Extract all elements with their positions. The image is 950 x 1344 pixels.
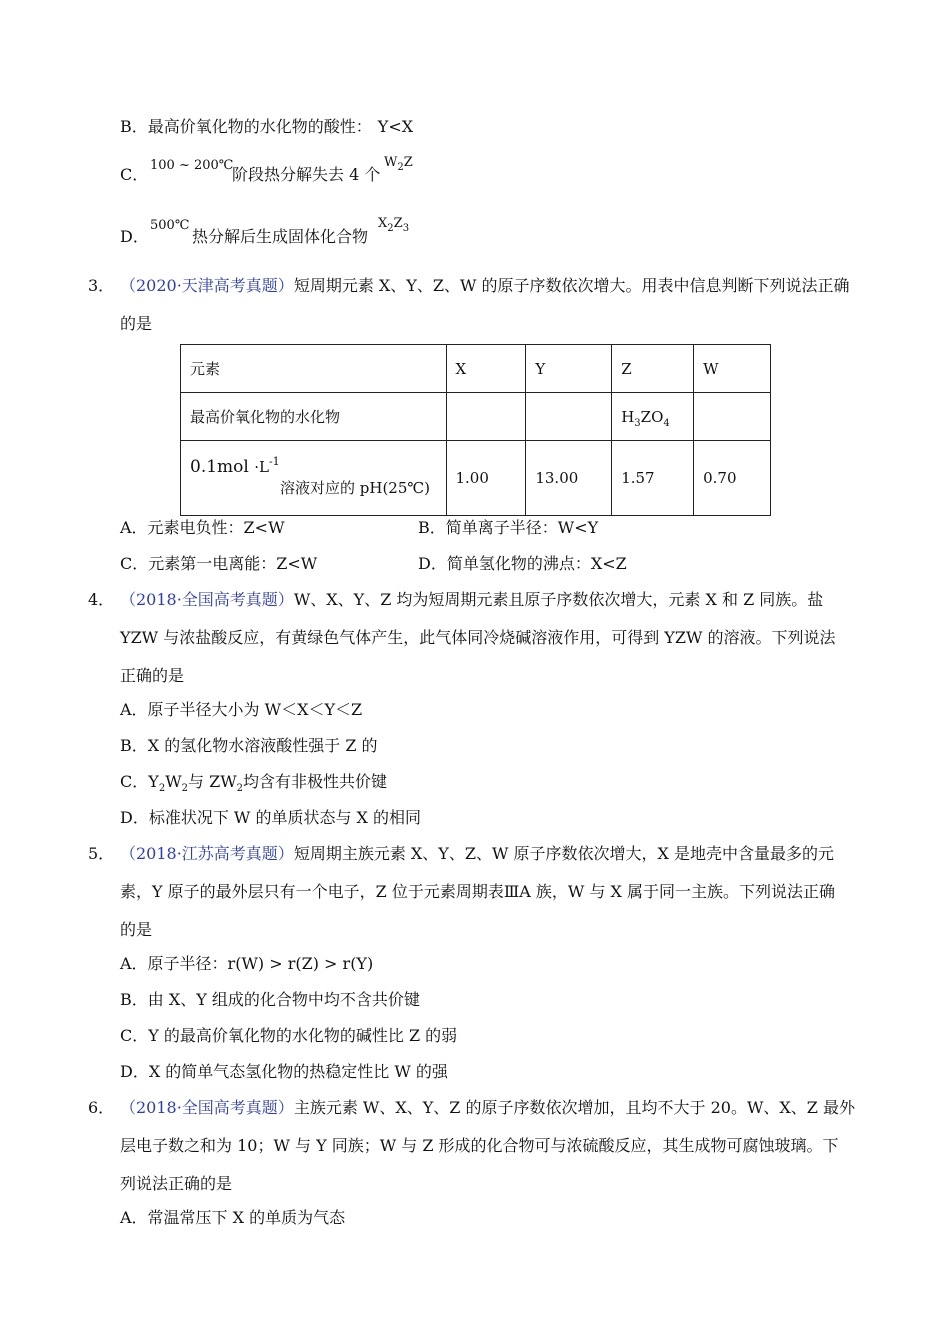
q6-stem-line2: 层电子数之和为 10；W 与 Y 同族；W 与 Z 形成的化合物可与浓硫酸反应，其生成物可腐蚀玻璃。下 xyxy=(120,1136,839,1155)
q6-source: （2018·全国高考真题） xyxy=(120,1098,294,1117)
q5-stem-line1: （2018·江苏高考真题）短周期主族元素 X、Y、Z、W 原子序数依次增大，X 是地壳中含量最多的元 xyxy=(120,844,834,863)
q2-option-d-temp: 500℃ xyxy=(150,218,190,233)
q5-option-d: D．X 的简单气态氢化物的热稳定性比 W 的强 xyxy=(120,1062,448,1081)
q5-stem-line2: 素，Y 原子的最外层只有一个电子，Z 位于元素周期表ⅢA 族，W 与 X 属于同一主族。下列说法正确 xyxy=(120,882,836,901)
table-cell xyxy=(694,393,771,441)
q5-source: （2018·江苏高考真题） xyxy=(120,844,294,863)
q4-option-d: D．标准状况下 W 的单质状态与 X 的相同 xyxy=(120,808,422,827)
table-header-cell: W xyxy=(694,345,771,393)
q3-option-b: B．简单离子半径：W<Y xyxy=(418,518,599,537)
q3-option-c: C．元素第一电离能：Z<W xyxy=(120,554,318,573)
table-row-label: $0.1mol \cdot L^{-1}$ 溶液对应的 pH(25℃) xyxy=(181,441,447,516)
table-header-cell: X xyxy=(446,345,526,393)
q3-stem-line1: （2020·天津高考真题）短周期元素 X、Y、Z、W 的原子序数依次增大。用表中信息判断下列说法正确 xyxy=(120,276,850,295)
q3-number: 3． xyxy=(88,276,115,295)
q2-option-b: B．最高价氧化物的水化物的酸性： Y<X xyxy=(120,117,414,136)
q2-option-c-text: 阶段热分解失去 4 个 xyxy=(232,165,381,184)
q6-stem-line1: （2018·全国高考真题）主族元素 W、X、Y、Z 的原子序数依次增加，且均不大于 20。W、X、Z 最外 xyxy=(120,1098,855,1117)
q6-option-a: A．常温常压下 X 的单质为气态 xyxy=(120,1208,346,1227)
q5-option-c: C．Y 的最高价氧化物的水化物的碱性比 Z 的弱 xyxy=(120,1026,458,1045)
q3-option-d: D．简单氢化物的沸点：X<Z xyxy=(418,554,627,573)
table-header-cell: Y xyxy=(526,345,612,393)
q2-option-c-formula: $W_2Z$ xyxy=(384,155,413,173)
q4-stem-line3: 正确的是 xyxy=(120,666,185,685)
q4-option-a: A．原子半径大小为 W＜X＜Y＜Z xyxy=(120,700,363,719)
q5-option-a: A．原子半径：r(W) > r(Z) > r(Y) xyxy=(120,954,374,973)
table-cell: 1.00 xyxy=(446,441,526,516)
table-cell: 1.57 xyxy=(612,441,694,516)
table-row-label: 最高价氧化物的水化物 xyxy=(181,393,447,441)
q2-option-c-temp: 100 ~ 200℃ xyxy=(150,158,234,173)
q3-stem-line2: 的是 xyxy=(120,314,153,333)
q4-option-c: C．$Y_2W_2$与 $ZW_2$均含有非极性共价键 xyxy=(120,772,388,794)
q4-source: （2018·全国高考真题） xyxy=(120,590,294,609)
element-data-table xyxy=(180,344,771,516)
q5-option-b: B．由 X、Y 组成的化合物中均不含共价键 xyxy=(120,990,420,1009)
q4-number: 4． xyxy=(88,590,115,609)
q2-option-d-text: 热分解后生成固体化合物 xyxy=(192,227,369,246)
q2-option-c: C． xyxy=(120,165,149,184)
table-header-cell: 元素 xyxy=(181,345,447,393)
q6-stem-line3: 列说法正确的是 xyxy=(120,1174,233,1193)
table-cell xyxy=(526,393,612,441)
table-cell: 13.00 xyxy=(526,441,612,516)
table-header-cell: Z xyxy=(612,345,694,393)
q2-option-d-formula: $X_2Z_3$ xyxy=(378,216,410,234)
q4-option-b: B．X 的氢化物水溶液酸性强于 Z 的 xyxy=(120,736,378,755)
q4-stem-line2: YZW 与浓盐酸反应，有黄绿色气体产生，此气体同冷烧碱溶液作用，可得到 YZW 的溶液。下列说法 xyxy=(120,628,836,647)
table-cell xyxy=(446,393,526,441)
q5-number: 5． xyxy=(88,844,115,863)
q3-source: （2020·天津高考真题） xyxy=(120,276,294,295)
table-cell: 0.70 xyxy=(694,441,771,516)
q6-number: 6． xyxy=(88,1098,115,1117)
q4-stem-line1: （2018·全国高考真题）W、X、Y、Z 均为短周期元素且原子序数依次增大，元素 X 和 Z 同族。盐 xyxy=(120,590,824,609)
q5-stem-line3: 的是 xyxy=(120,920,153,939)
table-row xyxy=(181,393,771,441)
q3-option-a: A．元素电负性：Z<W xyxy=(120,518,285,537)
q2-option-d: D． xyxy=(120,227,149,246)
table-cell-formula: $H_3ZO_4$ xyxy=(612,393,694,441)
table-header-row xyxy=(181,345,771,393)
table-row xyxy=(181,441,771,516)
